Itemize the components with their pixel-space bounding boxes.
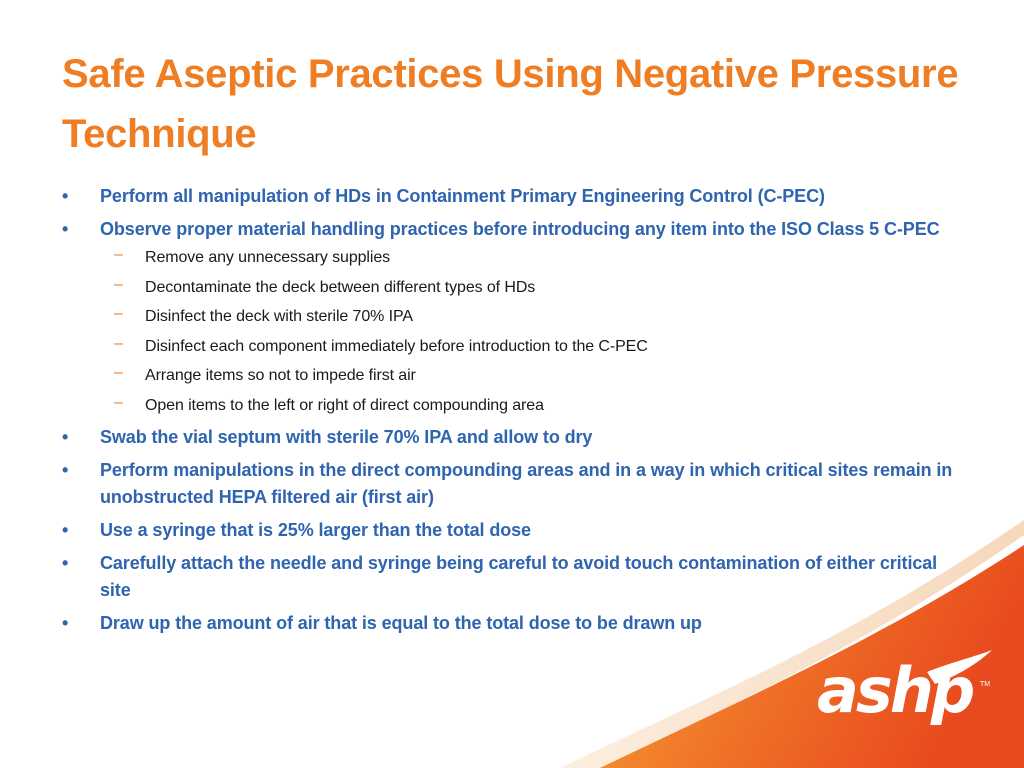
logo-wordmark: ashp [817, 654, 973, 727]
bullet-text: Swab the vial septum with sterile 70% IPA and allow to dry [100, 427, 593, 447]
bullet-text: Carefully attach the needle and syringe being careful to avoid touch contamination of either critical site [100, 553, 938, 600]
bullet-list [62, 183, 972, 643]
bullet-dot-icon: • [62, 427, 69, 447]
sub-bullet-text: Remove any unnecessary supplies [145, 249, 391, 266]
bullet-text: Use a syringe that is 25% larger than the total dose [100, 520, 531, 540]
bullet-item [62, 424, 972, 451]
sub-bullet-text: Disinfect the deck with sterile 70% IPA [145, 308, 413, 325]
bullet-text: Observe proper material handling practices before introducing any item into the ISO Class 5 C-PEC [100, 219, 940, 239]
bullet-item [62, 610, 972, 637]
bullet-item [62, 216, 972, 417]
bullet-text: Draw up the amount of air that is equal to the total dose to be drawn up [100, 613, 702, 633]
bullet-text: Perform all manipulation of HDs in Containment Primary Engineering Control (C-PEC) [100, 186, 825, 206]
bullet-text: Perform manipulations in the direct compounding areas and in a way in which critical sites remain in unobstructed HEPA filtered air (first air) [100, 460, 953, 507]
bullet-item [62, 183, 972, 210]
sub-bullet-list [100, 247, 972, 417]
ashp-logo [817, 650, 992, 742]
dash-icon: – [114, 393, 123, 411]
dash-icon: – [114, 364, 123, 381]
dash-icon: – [114, 305, 123, 322]
sub-bullet-text: Arrange items so not to impede first air [145, 367, 416, 384]
bullet-item [62, 550, 972, 604]
bullet-item [62, 517, 972, 544]
bullet-dot-icon: • [62, 520, 69, 540]
logo-trademark: TM [980, 681, 991, 688]
sub-bullet-item [100, 277, 972, 299]
sub-bullet-text: Open items to the left or right of direct compounding area [145, 396, 544, 414]
sub-bullet-item [100, 336, 972, 358]
dash-icon: – [114, 246, 123, 263]
sub-bullet-item [100, 395, 972, 417]
sub-bullet-item [100, 306, 972, 328]
sub-bullet-text: Decontaminate the deck between different types of HDs [145, 278, 536, 296]
sub-bullet-text: Disinfect each component immediately before introduction to the C-PEC [145, 337, 648, 355]
sub-bullet-item [100, 247, 972, 269]
bullet-dot-icon: • [62, 460, 69, 480]
sub-bullet-item [100, 365, 972, 387]
bullet-dot-icon: • [62, 186, 69, 206]
dash-icon: – [114, 334, 123, 352]
slide-title: Safe Aseptic Practices Using Negative Pressure Technique [62, 52, 959, 156]
bullet-item [62, 457, 972, 511]
dash-icon: – [114, 275, 123, 293]
bullet-dot-icon: • [62, 219, 69, 239]
bullet-dot-icon: • [62, 613, 69, 633]
bullet-dot-icon: • [62, 553, 69, 573]
